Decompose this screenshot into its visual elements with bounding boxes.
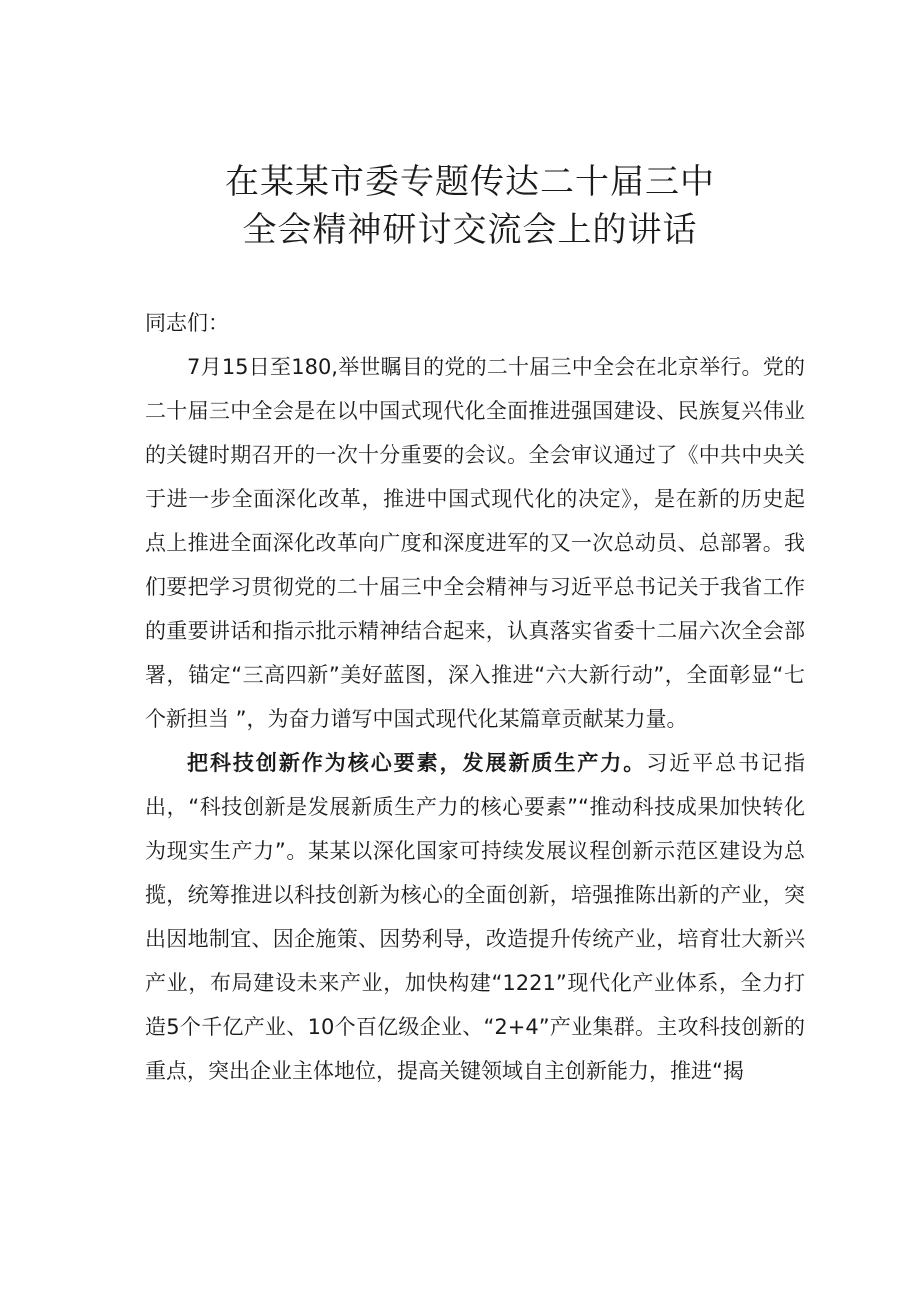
paragraph-1-text: 7月15日至180,举世瞩目的党的二十届三中全会在北京举行。党的二十届三中全会是在以中国式现代化全面推进强国建设、民族复兴伟业的关键时期召开的一次十分重要的会议。全会审议通过了《中共中央关于进一步全面深化改革，推进中国式现代化的决定》，是在新的历史起点上推进全面深化改革向广度和深度进军的又一次总动员、总部署。我们要把学习贯彻党的二十届三中全会精神与习近平总书记关于我省工作的重要讲话和指示批示精神结合起来，认真落实省委十二届六次全会部署，锚定“三高四新”美好蓝图，深入推进“六大新行动”，全面彰显“七个新担当 ”，为奋力谱写中国式现代化某篇章贡献某力量。: [145, 355, 805, 731]
title-line-2: 全会精神研讨交流会上的讲话: [242, 210, 698, 250]
paragraph-1: [145, 345, 805, 741]
title-line-1: 在某某市委专题传达二十届三中: [225, 162, 715, 202]
paragraph-2: [145, 741, 805, 1093]
paragraph-2-heading: 把科技创新作为核心要素，发展新质生产力。: [187, 751, 647, 775]
document-title: [145, 158, 795, 254]
salutation: 同志们：: [145, 311, 229, 335]
paragraph-2-text: 习近平总书记指出，“科技创新是发展新质生产力的核心要素”“推动科技成果加快转化为现实生产力”。某某以深化国家可持续发展议程创新示范区建设为总揽，统筹推进以科技创新为核心的全面创新，培强推陈出新的产业，突出因地制宜、因企施策、因势利导，改造提升传统产业，培育壮大新兴产业，布局建设未来产业，加快构建“1221”现代化产业体系，全力打造5个千亿产业、10个百亿级企业、“2+4”产业集群。主攻科技创新的重点，突出企业主体地位，提高关键领域自主创新能力，推进“揭: [145, 751, 806, 1083]
document-body: [145, 301, 805, 1093]
